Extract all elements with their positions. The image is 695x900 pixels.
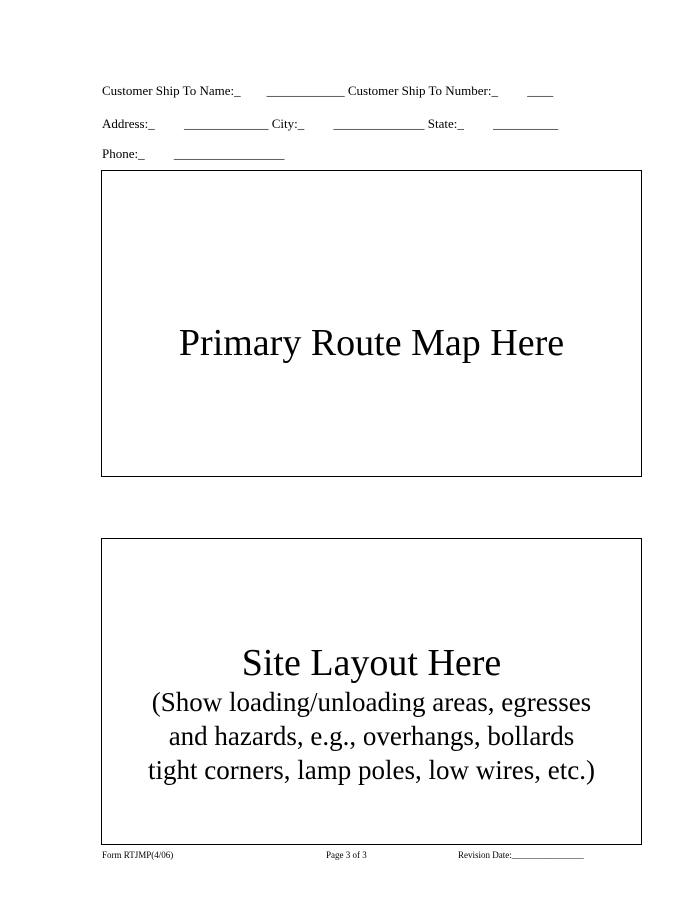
primary-route-map-label: Primary Route Map Here	[178, 322, 565, 364]
site-layout-instruction-line-1: (Show loading/unloading areas, egresses	[151, 687, 592, 717]
page-number: Page 3 of 3	[326, 850, 367, 860]
site-layout-text	[102, 641, 641, 787]
site-layout-label: Site Layout Here	[241, 642, 502, 684]
site-layout-box	[101, 538, 642, 845]
site-layout-instruction-line-3: tight corners, lamp poles, low wires, etc.)	[148, 755, 595, 785]
primary-route-map-box	[101, 170, 642, 477]
form-id: Form RTJMP(4/06)	[102, 850, 174, 860]
site-layout-instruction-line-2: and hazards, e.g., overhangs, bollards	[168, 721, 575, 751]
ship-to-name-number-line: Customer Ship To Name:_ ____________ Customer Ship To Number:_ ____	[102, 83, 554, 98]
phone-line: Phone:_ _________________	[102, 146, 285, 161]
address-city-state-line: Address:_ _____________ City:_ ______________ State:_ __________	[102, 116, 559, 131]
revision-date: Revision Date:________________	[458, 850, 584, 860]
